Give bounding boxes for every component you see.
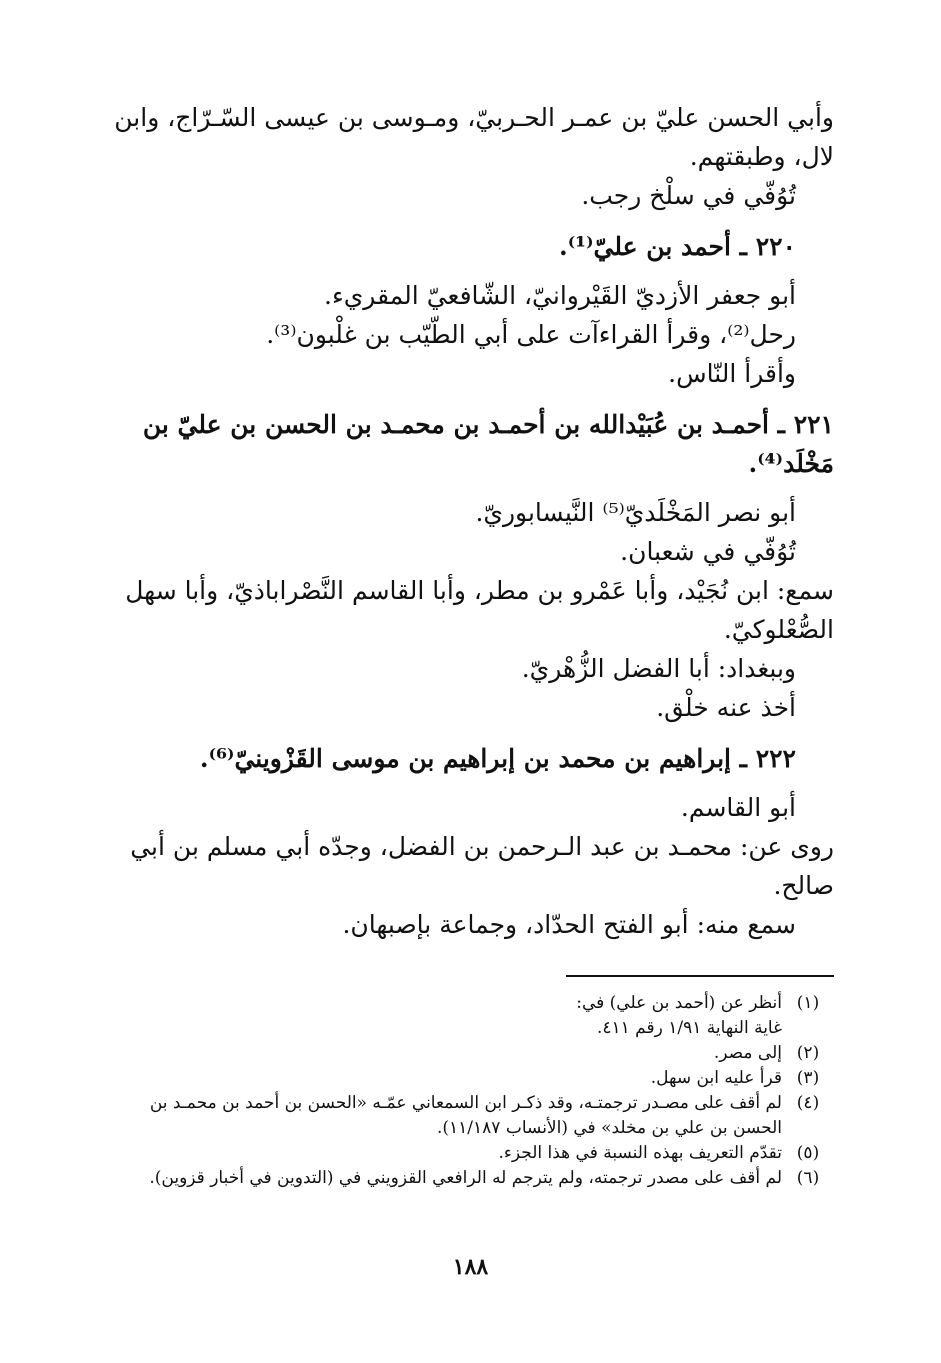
text-line: أبو القاسم. <box>680 793 796 822</box>
footnote-text <box>112 991 782 1041</box>
text-line: وأبي الحسن عليّ بن عمـر الحـربيّ، ومـوسى بن عيسى السّـرّاج، وابن لال، وطبقتهم. <box>114 103 834 171</box>
footnote-2 <box>112 1041 834 1066</box>
text-line: وأقرأ النّاس. <box>668 359 796 388</box>
text-line: وببغداد: أبا الفضل الزُّهْريّ. <box>521 654 796 683</box>
footnote-line: لم أقف على مصـدر ترجمتـه، وقد ذكـر ابن السمعاني عمّـه «الحسن بن أحمد بن محمـد بن <box>149 1093 782 1113</box>
footnote-line: إلى مصر. <box>713 1043 782 1063</box>
footnote-number: (٦) <box>796 1168 820 1188</box>
text-line: تُوُفّي في شعبان. <box>620 537 796 566</box>
footnote-text <box>112 1166 782 1191</box>
entry-heading-222: ٢٢٢ ـ إبراهيم بن محمد بن إبراهيم بن موسى القَزْوينيّ⁽⁶⁾. <box>199 744 796 773</box>
footnote-number: (٣) <box>796 1068 820 1088</box>
text-line: أخذ عنه خلْق. <box>656 693 796 722</box>
footnote-3 <box>112 1066 834 1091</box>
text-line: رحل⁽²⁾، وقرأ القراءآت على أبي الطّيّب بن غلْبون⁽³⁾. <box>266 320 796 349</box>
entry-heading-221: ٢٢١ ـ أحمـد بن عُبَيْدالله بن أحمـد بن محمـد بن الحسن بن عليّ بن مَخْلَد⁽⁴⁾. <box>142 410 834 478</box>
footnote-text <box>112 1066 782 1091</box>
text-line: سمع منه: أبو الفتح الحدّاد، وجماعة بإصبهان. <box>342 910 796 939</box>
footnote-line: غاية النهاية ١/٩١ رقم ٤١١. <box>596 1018 782 1038</box>
footnote-number: (٤) <box>796 1093 820 1113</box>
entry-heading-220: ٢٢٠ ـ أحمد بن عليّ⁽¹⁾. <box>559 232 796 261</box>
footnote-line: قرأ عليه ابن سهل. <box>650 1068 782 1088</box>
footnote-5 <box>112 1141 834 1166</box>
footnote-text <box>112 1041 782 1066</box>
footnotes <box>112 975 834 1191</box>
footnote-6 <box>112 1166 834 1191</box>
text-line: تُوُفّي في سلْخ رجب. <box>581 181 796 210</box>
page-number: ١٨٨ <box>452 1254 489 1280</box>
text-line: أبو نصر المَخْلَديّ⁽⁵⁾ النَّيسابوريّ. <box>475 498 796 527</box>
footnote-divider <box>566 975 834 977</box>
footnote-1 <box>112 991 834 1041</box>
footnote-number: (١) <box>796 993 820 1013</box>
text-line: أبو جعفر الأزديّ القَيْروانيّ، الشّافعيّ المقريء. <box>324 281 796 310</box>
footnote-line: الحسن بن علي بن مخلد» في (الأنساب ١١/١٨٧). <box>437 1118 782 1138</box>
footnote-text <box>112 1141 782 1166</box>
footnote-number: (٢) <box>796 1043 820 1063</box>
text-line: روى عن: محمـد بن عبد الـرحمن بن الفضل، وجدّه أبي مسلم بن أبي صالح. <box>130 832 834 900</box>
footnote-number: (٥) <box>796 1143 820 1163</box>
main-text <box>112 98 834 944</box>
footnote-line: لم أقف على مصدر ترجمته، ولم يترجم له الرافعي القزويني في (التدوين في أخبار قزوين). <box>149 1168 782 1188</box>
footnote-4 <box>112 1091 834 1141</box>
footnote-line: تقدّم التعريف بهذه النسبة في هذا الجزء. <box>498 1143 782 1163</box>
text-line: سمع: ابن نُجَيْد، وأبا عَمْرو بن مطر، وأبا القاسم النَّصْراباذيّ، وأبا سهل الصُّعْلوكيّ. <box>125 576 834 644</box>
footnote-text <box>112 1091 782 1141</box>
footnote-line: أنظر عن (أحمد بن علي) في: <box>576 993 782 1013</box>
